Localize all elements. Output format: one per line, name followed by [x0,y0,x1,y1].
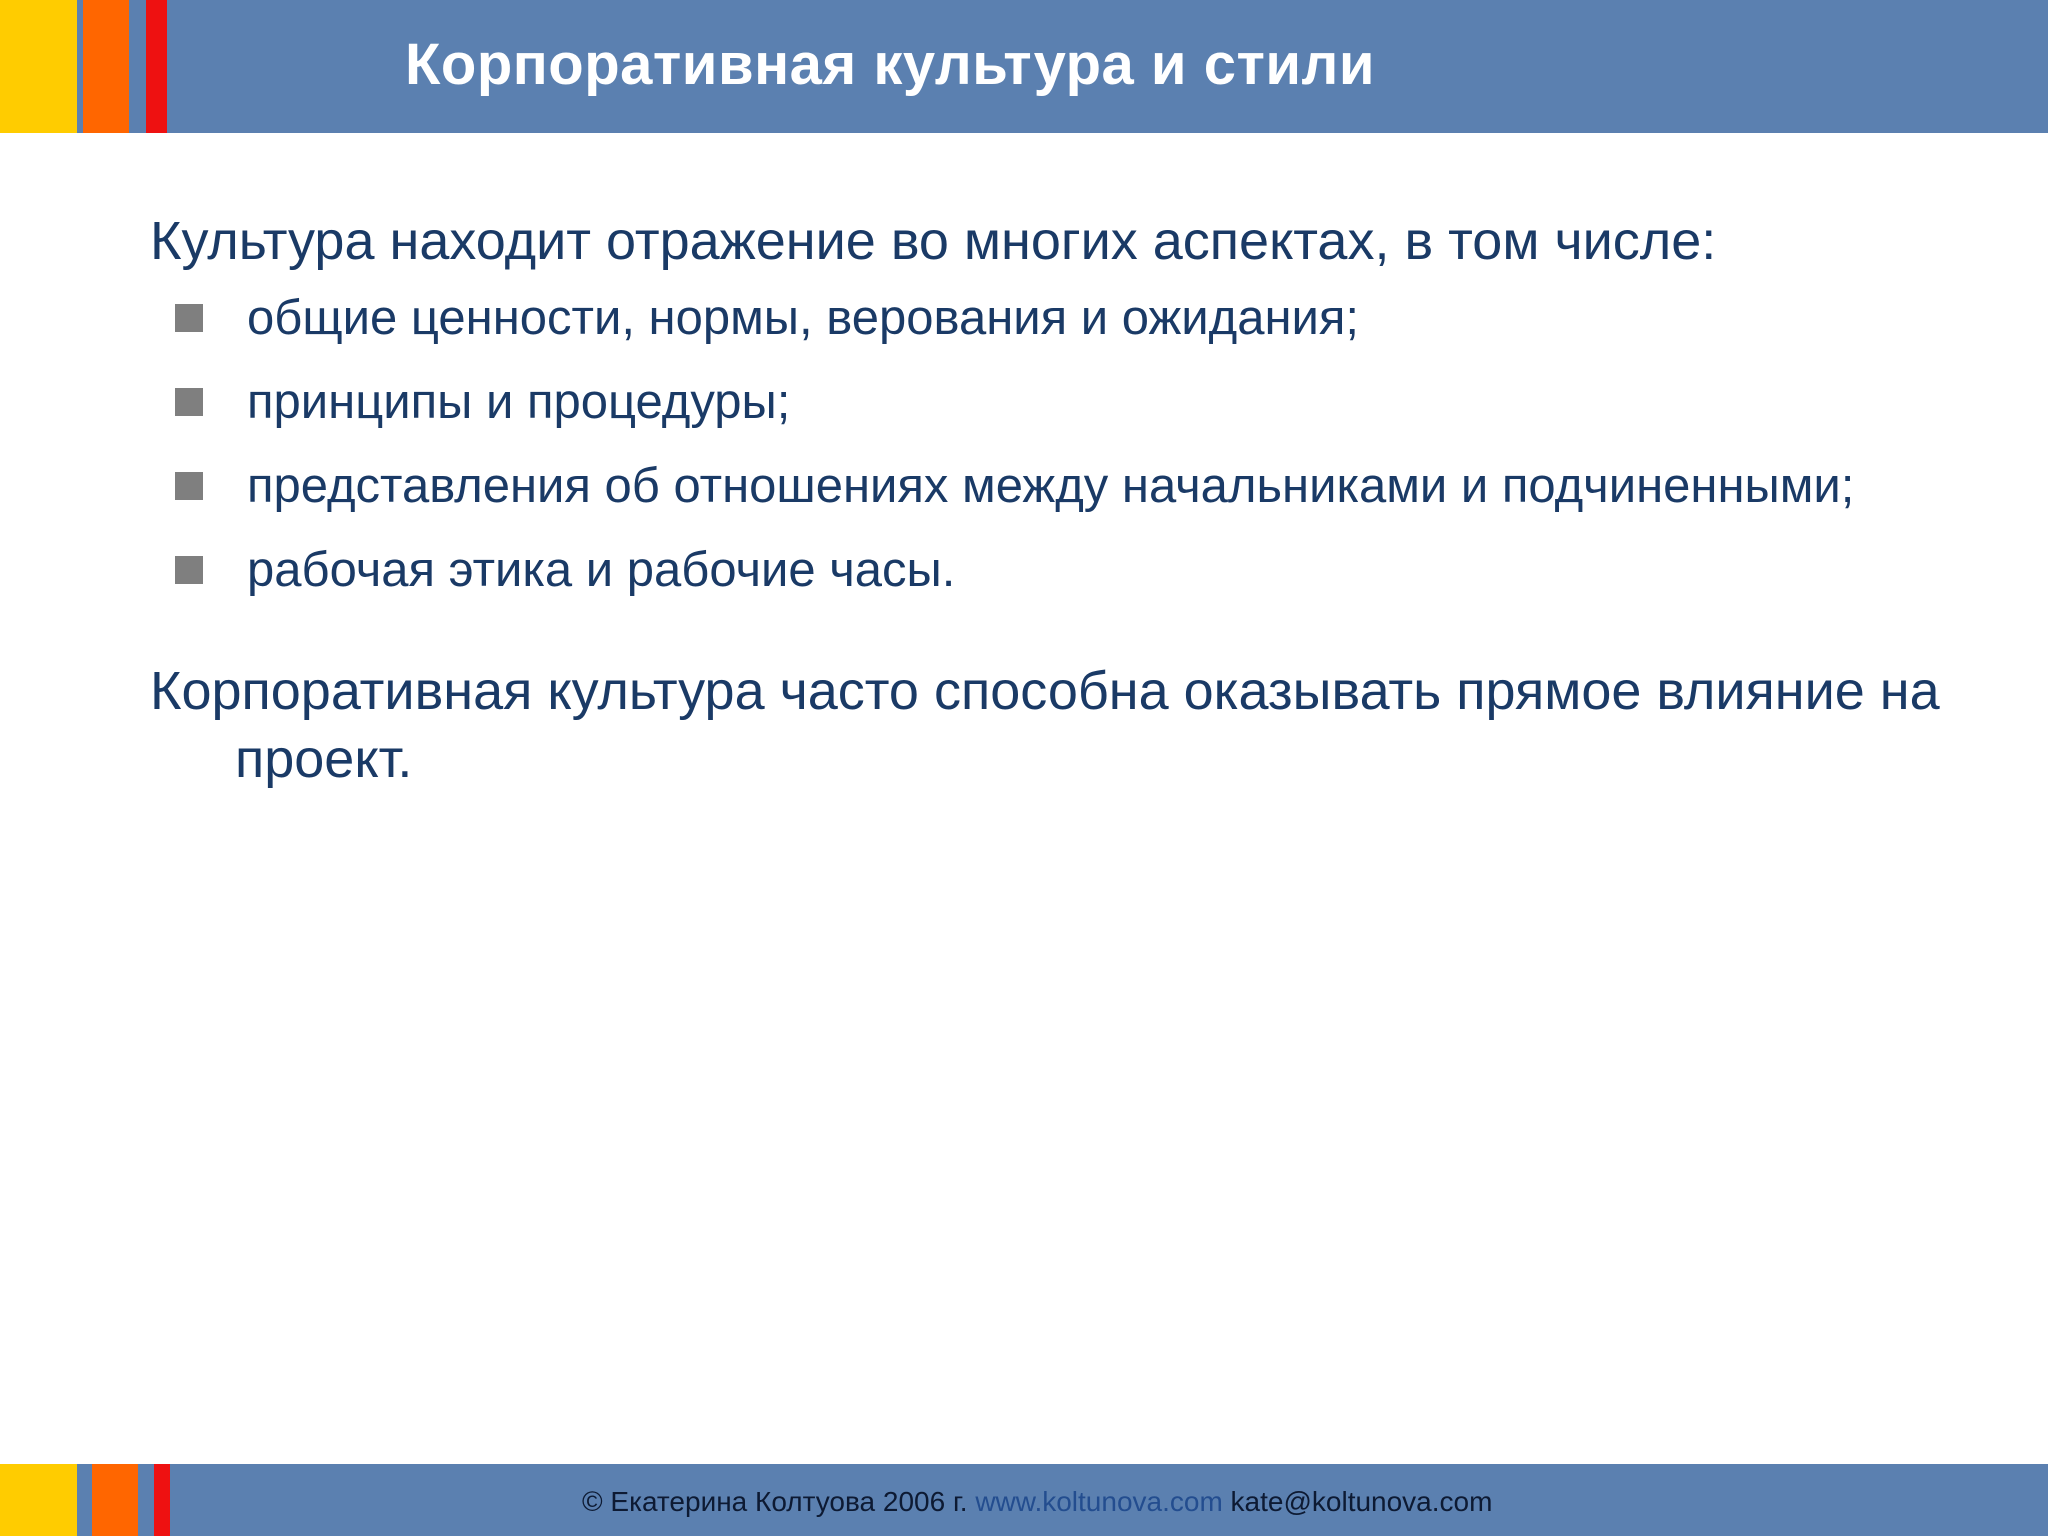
footer-website-link[interactable]: www.koltunova.com [975,1486,1223,1517]
footer-copyright: © Екатерина Колтуова 2006 г. [582,1486,968,1517]
header-stripe-red [146,0,167,133]
slide-title: Корпоративная культура и стили [405,32,1376,97]
bullet-item [150,535,1990,619]
header-stripe-yellow [0,0,77,133]
square-bullet-icon [175,304,203,332]
bullet-item [150,283,1990,367]
intro-text: Культура находит отражение во многих аспектах, в том числе: [150,211,1717,271]
footer-text [582,1482,1492,1522]
footer-stripe-yellow [0,1464,77,1536]
header-band [0,0,2048,133]
bullet-text: рабочая этика и рабочие часы. [247,543,956,597]
header-stripe-orange [83,0,129,133]
bullet-item [150,367,1990,451]
square-bullet-icon [175,472,203,500]
square-bullet-icon [175,388,203,416]
bullet-text: представления об отношениях между начальниками и подчиненными; [247,459,1855,513]
bullet-text: общие ценности, нормы, верования и ожидания; [247,291,1360,345]
footer-stripe-orange [92,1464,138,1536]
slide-content [150,205,1990,793]
bullet-item [150,451,1990,535]
square-bullet-icon [175,556,203,584]
bullet-text: принципы и процедуры; [247,375,791,429]
footer-email[interactable]: kate@koltunova.com [1230,1486,1493,1517]
bullet-list [150,283,1990,619]
footer-stripe-red [154,1464,170,1536]
conclusion-text: Корпоративная культура часто способна оказывать прямое влияние на проект. [150,661,1940,789]
